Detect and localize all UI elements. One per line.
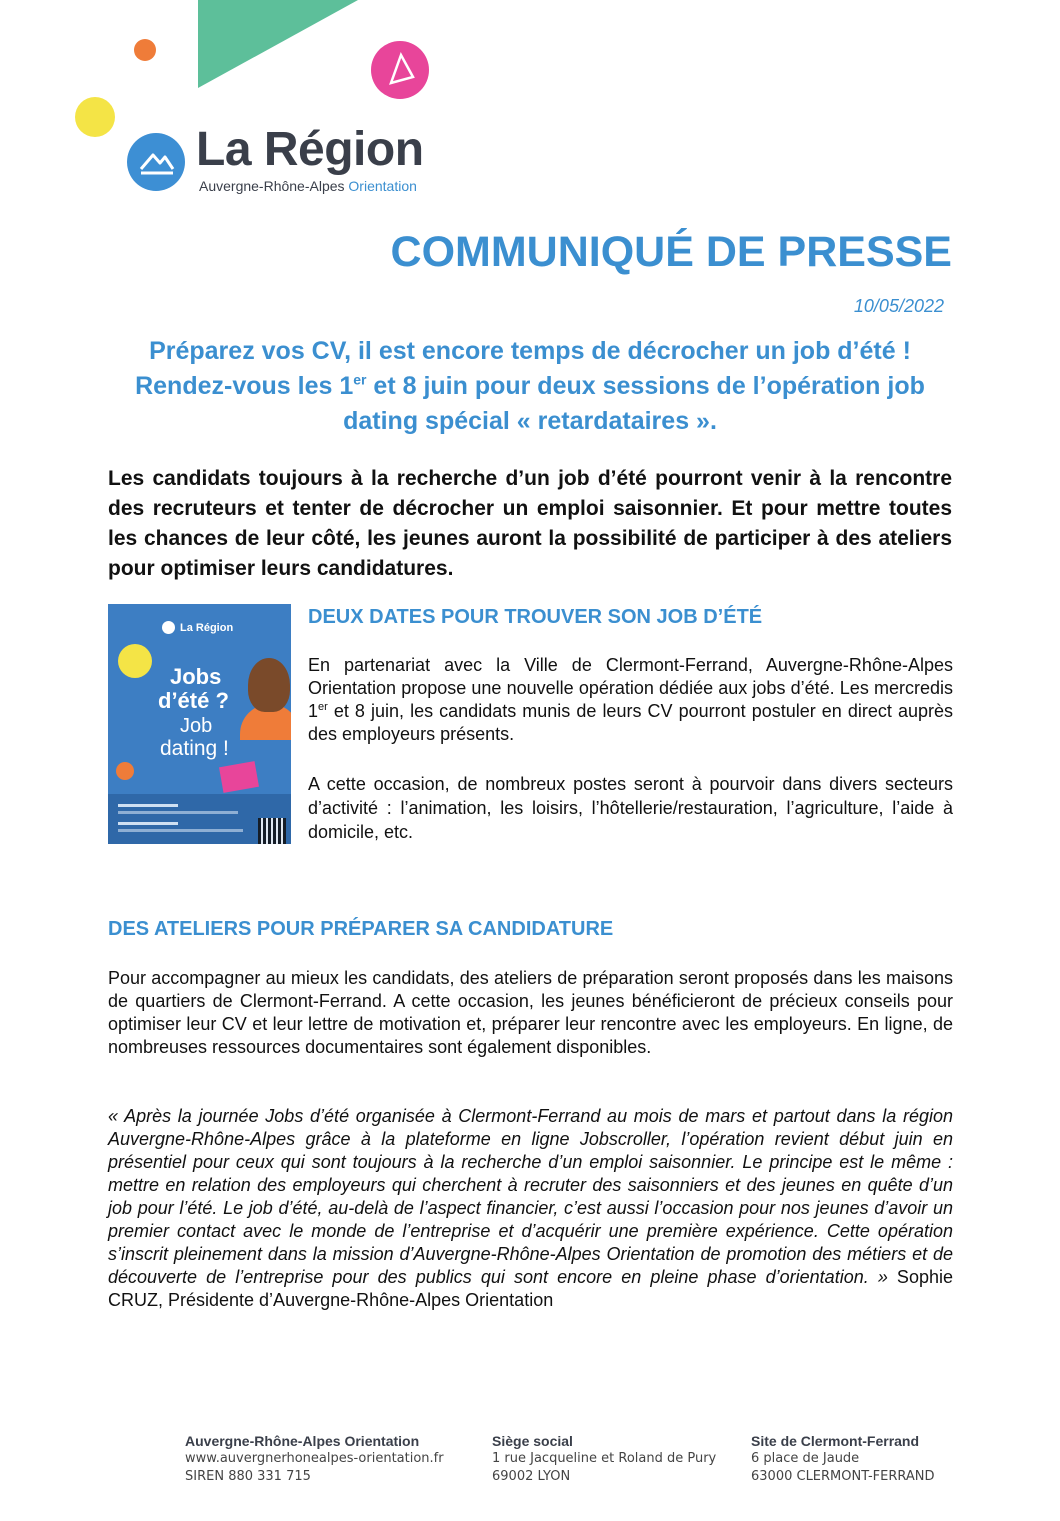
footer-website-link[interactable]: www.auvergnerhonealpes-orientation.fr	[185, 1451, 444, 1466]
president-quote: « Après la journée Jobs d’été organisée à Clermont-Ferrand au mois de mars et partout dans la région Auvergne-Rhône-Alpes grâce à la plateforme en ligne Jobscroller, l’opération revient début juin en présentiel pour ceux qui sont toujours à la recherche d’un emploi saisonnier. Le principe est le même : mettre en relation des employeurs qui cherchent à recruter des saisonniers et des jeunes en quête d’un job pour l’été. Le job d’été, au-delà de l’aspect financier, c’est aussi l’occasion pour nos jeunes d’avoir un premier contact avec le monde de l’entreprise et d’acquérir une première expérience. Cette opération s’inscrit pleinement dans la mission d’Auvergne-Rhône-Alpes Orientation de promotion des métiers et de découverte de l’entreprise pour des publics qui sont encore en pleine phase d’orientation. »	[108, 1106, 953, 1287]
section2-title: DES ATELIERS POUR PRÉPARER SA CANDIDATURE	[108, 918, 614, 940]
poster-orange-circle	[116, 762, 134, 780]
section1-paragraph1	[308, 654, 953, 746]
footer-siren: SIREN 880 331 715	[185, 1469, 311, 1484]
footer-head-office-title: Siège social	[492, 1433, 573, 1449]
pink-dot-decoration	[371, 41, 429, 99]
footer-organization-title: Auvergne-Rhône-Alpes Orientation	[185, 1433, 420, 1449]
poster-dating-text: dating !	[160, 737, 229, 760]
poster-info-line	[118, 804, 178, 807]
quote-attribution: Sophie CRUZ, Présidente d’Auvergne-Rhône-Alpes Orientation	[108, 1267, 953, 1310]
section1-p1-sup: er	[318, 701, 328, 713]
pink-dot-icon	[371, 41, 429, 99]
poster-yellow-circle	[118, 644, 152, 678]
footer-clermont-street: 6 place de Jaude	[751, 1451, 860, 1466]
document-type-title: COMMUNIQUÉ DE PRESSE	[390, 228, 952, 276]
footer-clermont-title: Site de Clermont-Ferrand	[751, 1433, 920, 1449]
section1-p1-part-b: et 8 juin, les candidats munis de leurs CV pourront postuler en direct auprès des employeurs présents.	[308, 701, 953, 744]
orange-dot-decoration	[134, 39, 156, 61]
section2-paragraph1: Pour accompagner au mieux les candidats, des ateliers de préparation seront proposés dans les maisons de quartiers de Clermont-Ferrand. A cette occasion, les jeunes bénéficieront de précieux conseils pour optimiser leur CV et leur lettre de motivation et, préparer leur rencontre avec les employeurs. En ligne, de nombreuses ressources documentaires sont également disponibles.	[108, 968, 953, 1057]
poster-info-line	[118, 811, 238, 814]
logo-subtitle-orientation: Orientation	[348, 178, 417, 194]
poster-info-line	[118, 829, 243, 832]
poster-jobs-text: Jobs	[170, 664, 222, 689]
poster-job-text: Job	[180, 715, 213, 737]
poster-logo-icon	[162, 621, 175, 634]
poster-ete-text: d’été ?	[158, 688, 229, 713]
section1-title: DEUX DATES POUR TROUVER SON JOB D’ÉTÉ	[308, 606, 763, 628]
footer-head-office-street: 1 rue Jacqueline et Roland de Pury	[492, 1451, 717, 1466]
press-headline	[108, 334, 952, 439]
job-dating-poster-image	[108, 604, 291, 856]
document-date: 10/05/2022	[853, 296, 944, 316]
footer-head-office	[492, 1432, 716, 1486]
section2-quote-paragraph	[108, 1105, 953, 1312]
poster-qr-code	[258, 818, 286, 846]
green-triangle-decoration	[198, 0, 360, 90]
logo-subtitle-region: Auvergne-Rhône-Alpes	[199, 178, 345, 194]
poster-footer-strip	[108, 844, 291, 856]
intro-paragraph: Les candidats toujours à la recherche d’un job d’été pourront venir à la rencontre des recruteurs et tenter de décrocher un emploi saisonnier. Et pour mettre toutes les chances de leur côté, les jeunes auront la possibilité de participer à des ateliers pour optimiser leurs candidatures.	[108, 467, 952, 580]
section1-paragraph2: A cette occasion, de nombreux postes seront à pourvoir dans divers secteurs d’activité : l’animation, les loisirs, l’hôtellerie/restauration, l’agriculture, l’aide à domicile, etc.	[308, 774, 953, 842]
poster-logo-text: La Région	[180, 622, 234, 634]
yellow-dot-decoration	[75, 97, 115, 137]
region-logo-icon	[127, 133, 185, 191]
logo-title: La Région	[196, 123, 424, 176]
poster-info-line	[118, 822, 178, 825]
headline-part1: Préparez vos CV, il est encore temps de décrocher un job d’été ! Rendez-vous les 1	[135, 337, 911, 400]
poster-person-face	[248, 658, 290, 712]
section1-p1-part-a: En partenariat avec la Ville de Clermont-Ferrand, Auvergne-Rhône-Alpes Orientation propose une nouvelle opération dédiée aux jobs d’été. Les mercredis 1	[308, 655, 953, 721]
footer-organization	[185, 1432, 444, 1486]
headline-part2: et 8 juin pour deux sessions de l’opération job dating spécial « retardataires ».	[343, 372, 925, 435]
footer-head-office-city: 69002 LYON	[492, 1469, 571, 1484]
headline-sup: er	[353, 371, 367, 388]
logo-subtitle	[199, 178, 417, 194]
footer-clermont-city: 63000 CLERMONT-FERRAND	[751, 1469, 935, 1484]
footer-clermont-site	[751, 1432, 935, 1486]
